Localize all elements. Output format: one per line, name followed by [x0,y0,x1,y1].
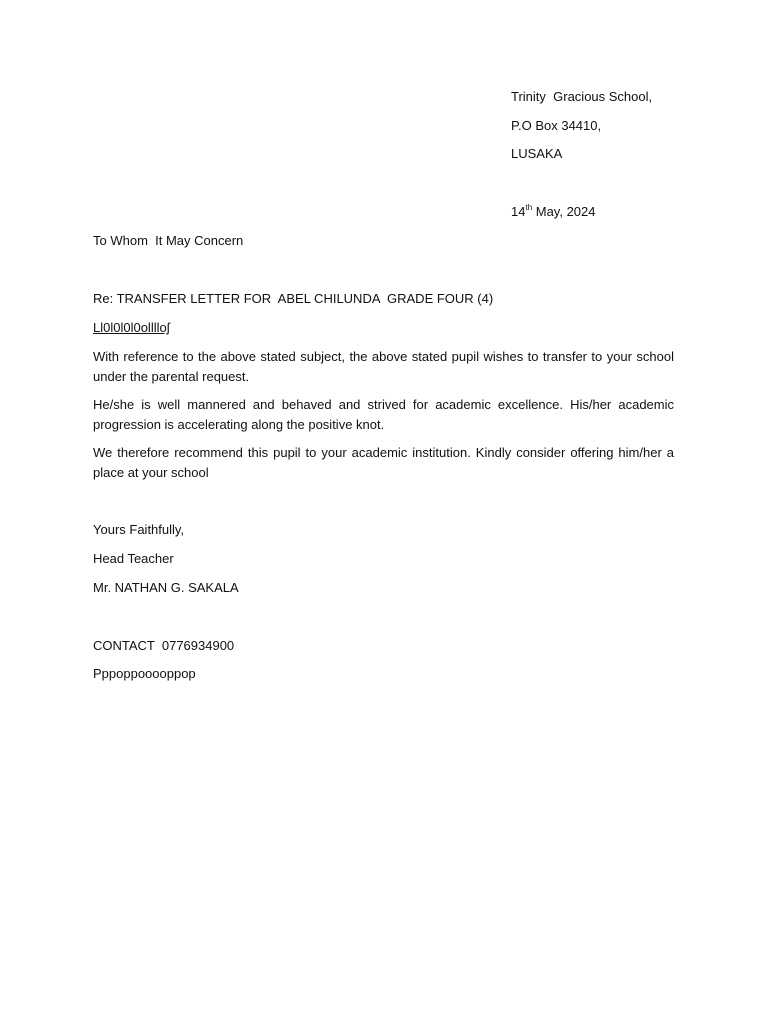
stray-text: Ll0l0l0l0olllloʃ [93,320,170,335]
trailing-text: Pppoppooooppop [93,666,196,681]
body-paragraph-2: He/she is well mannered and behaved and strived for academic excellence. His/her academic progression is accelerating along the positive knot. [93,397,674,432]
date-rest: May, 2024 [532,204,596,219]
body-paragraph-3: We therefore recommend this pupil to your academic institution. Kindly consider offering him/her a place at your school [93,445,674,480]
school-name: Trinity Gracious School, [511,89,653,104]
date-day: 14 [511,204,526,219]
salutation: To Whom It May Concern [93,233,244,248]
city: LUSAKA [511,146,563,161]
contact-line: CONTACT 0776934900 [93,638,235,653]
subject-line: Re: TRANSFER LETTER FOR ABEL CHILUNDA GRADE FOUR (4) [93,291,494,306]
sign-off: Yours Faithfully, [93,522,185,537]
signatory-name: Mr. NATHAN G. SAKALA [93,580,239,595]
letter-date [511,202,596,221]
po-box: P.O Box 34410, [511,118,602,133]
signatory-title: Head Teacher [93,551,174,566]
date-suffix: th [525,203,533,212]
body-paragraph-1: With reference to the above stated subject, the above stated pupil wishes to transfer to your school under the parental request. [93,349,674,384]
